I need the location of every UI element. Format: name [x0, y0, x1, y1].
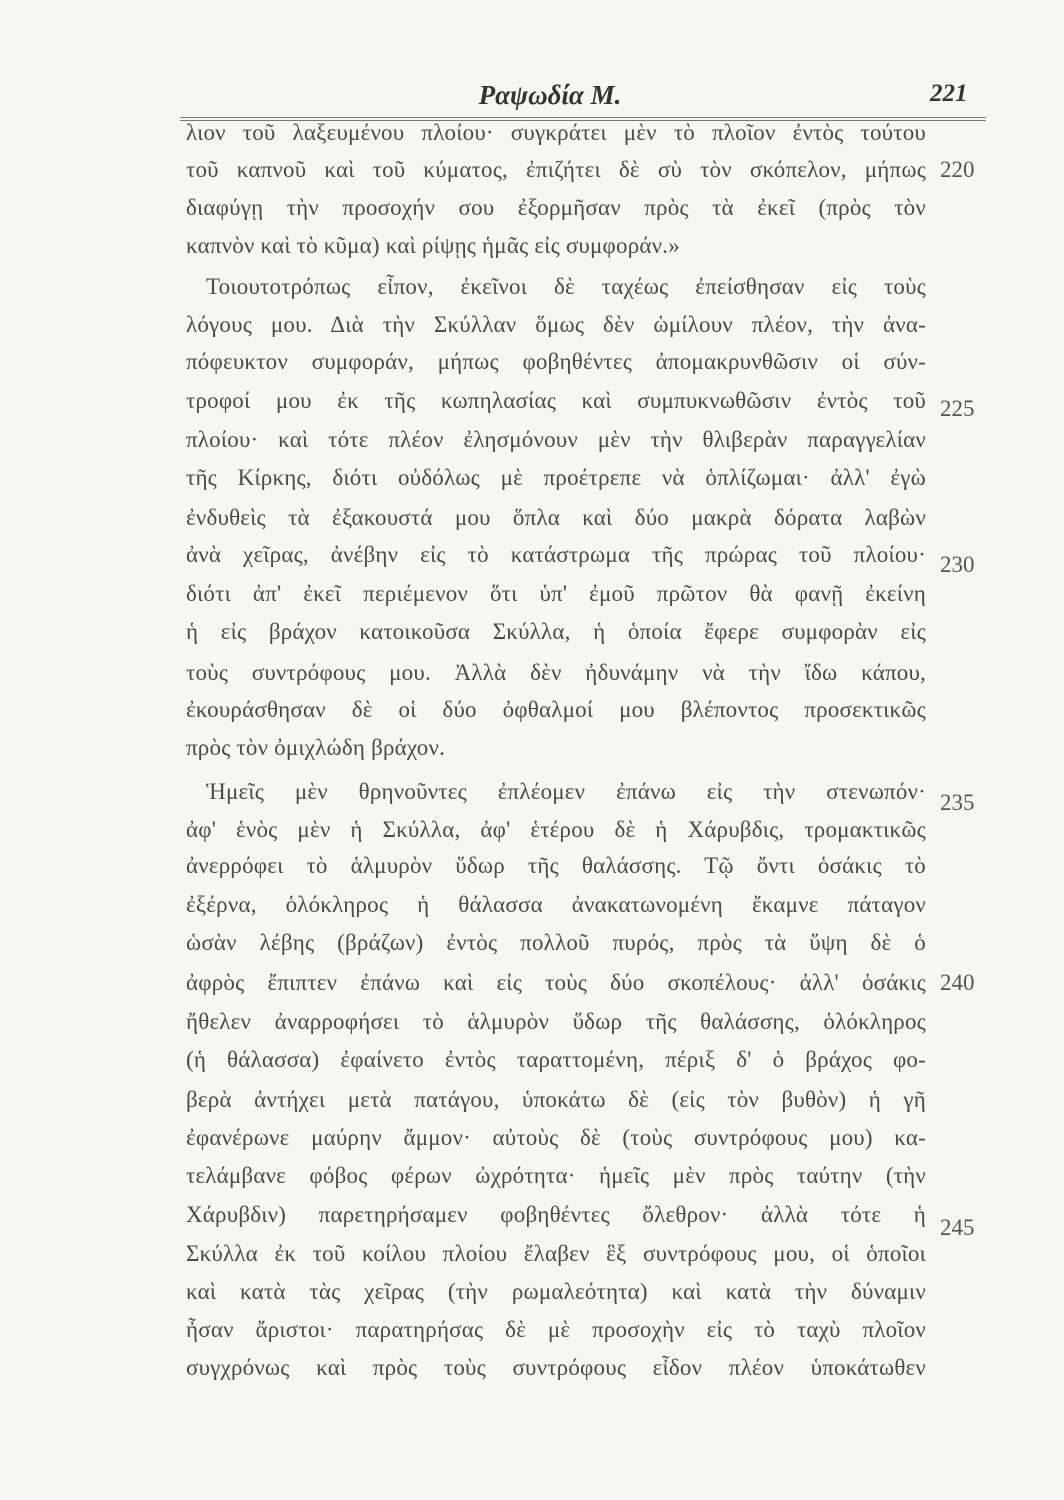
text-line: συγχρόνως καὶ πρὸς τοὺς συντρόφους εἶδον πλέον ὑποκάτωθεν	[186, 1355, 926, 1380]
text-line: Χάρυβδιν) παρετηρήσαμεν φοβηθέντες ὄλεθρον· ἀλλὰ τότε ἡ	[186, 1202, 926, 1227]
text-line: τοὺς συντρόφους μου. Ἀλλὰ δὲν ἠδυνάμην νὰ τὴν ἴδω κάπου,	[186, 660, 926, 685]
line-number: 230	[940, 552, 975, 577]
text-line: πρὸς τὸν ὀμιχλώδη βράχον.	[186, 735, 446, 760]
text-line: ὡσὰν λέβης (βράζων) ἐντὸς πολλοῦ πυρός, πρὸς τὰ ὕψη δὲ ὁ	[186, 930, 926, 955]
text-line: Ἡμεῖς μὲν θρηνοῦντες ἐπλέομεν ἐπάνω εἰς τὴν στενωπόν·	[206, 779, 926, 804]
page-number: 221	[930, 80, 968, 107]
header-rule	[180, 117, 986, 118]
text-line: Σκύλλα ἐκ τοῦ κοίλου πλοίου ἔλαβεν ἓξ συντρόφους μου, οἱ ὁποῖοι	[186, 1241, 926, 1266]
running-header-title: Ραψωδία Μ.	[478, 80, 622, 110]
text-line: ἡ εἰς βράχον κατοικοῦσα Σκύλλα, ἡ ὁποία ἔφερε συμφορὰν εἰς	[186, 619, 926, 644]
text-line: ἐξέρνα, ὁλόκληρος ἡ θάλασσα ἀνακατωνομένη ἔκαμνε πάταγον	[186, 892, 926, 917]
text-line: ἀφρὸς ἔπιπτεν ἐπάνω καὶ εἰς τοὺς δύο σκοπέλους· ἀλλ' ὁσάκις	[186, 970, 926, 995]
text-line: καὶ κατὰ τὰς χεῖρας (τὴν ρωμαλεότητα) καὶ κατὰ τὴν δύναμιν	[186, 1279, 926, 1304]
text-line: ἐφανέρωνε μαύρην ἄμμον· αὐτοὺς δὲ (τοὺς συντρόφους μου) κα-	[186, 1125, 926, 1150]
text-line: λόγους μου. Διὰ τὴν Σκύλλαν ὅμως δὲν ὡμίλουν πλέον, τὴν ἀνα-	[186, 312, 926, 337]
line-number: 235	[940, 790, 975, 815]
text-line: τοῦ καπνοῦ καὶ τοῦ κύματος, ἐπιζήτει δὲ σὺ τὸν σκόπελον, μήπως	[186, 157, 926, 182]
text-line: πλοίου· καὶ τότε πλέον ἐλησμόνουν μὲν τὴν θλιβερὰν παραγγελίαν	[186, 427, 926, 452]
text-line: ἀνὰ χεῖρας, ἀνέβην εἰς τὸ κατάστρωμα τῆς πρώρας τοῦ πλοίου·	[186, 542, 926, 567]
text-line: τροφοί μου ἐκ τῆς κωπηλασίας καὶ συμπυκνωθῶσιν ἐντὸς τοῦ	[186, 388, 926, 413]
text-line: διαφύγῃ τὴν προσοχήν σου ἐξορμῆσαν πρὸς τὰ ἐκεῖ (πρὸς τὸν	[186, 195, 926, 220]
text-line: Τοιουτοτρόπως εἶπον, ἐκεῖνοι δὲ ταχέως ἐπείσθησαν εἰς τοὺς	[206, 274, 926, 299]
text-line: ἀφ' ἑνὸς μὲν ἡ Σκύλλα, ἀφ' ἑτέρου δὲ ἡ Χάρυβδις, τρομακτικῶς	[186, 817, 926, 842]
text-line: ἐκουράσθησαν δὲ οἱ δύο ὀφθαλμοί μου βλέποντος προσεκτικῶς	[186, 697, 926, 722]
line-number: 225	[940, 396, 975, 421]
line-number: 240	[940, 970, 975, 995]
text-line: ἦσαν ἄριστοι· παρατηρήσας δὲ μὲ προσοχὴν εἰς τὸ ταχὺ πλοῖον	[186, 1317, 926, 1342]
text-line: βερὰ ἀντήχει μετὰ πατάγου, ὑποκάτω δὲ (εἰς τὸν βυθὸν) ἡ γῆ	[186, 1087, 926, 1112]
text-line: πόφευκτον συμφοράν, μήπως φοβηθέντες ἀπομακρυνθῶσιν οἱ σύν-	[186, 349, 926, 374]
text-line: τελάμβανε φόβος φέρων ὠχρότητα· ἡμεῖς μὲν πρὸς ταύτην (τὴν	[186, 1163, 926, 1188]
text-line: ἀνερρόφει τὸ ἁλμυρὸν ὕδωρ τῆς θαλάσσης. Τῷ ὄντι ὁσάκις τὸ	[186, 853, 926, 878]
text-line: (ἡ θάλασσα) ἐφαίνετο ἐντὸς ταραττομένη, πέριξ δ' ὁ βράχος φο-	[186, 1047, 926, 1072]
text-line: διότι ἀπ' ἐκεῖ περιέμενον ὅτι ὑπ' ἐμοῦ πρῶτον θὰ φανῇ ἐκείνη	[186, 581, 926, 606]
text-line: ἐνδυθεὶς τὰ ἐξακουστά μου ὅπλα καὶ δύο μακρὰ δόρατα λαβὼν	[186, 505, 926, 530]
text-line: ἤθελεν ἀναρροφήσει τὸ ἁλμυρὸν ὕδωρ τῆς θαλάσσης, ὁλόκληρος	[186, 1009, 926, 1034]
text-line: καπνὸν καὶ τὸ κῦμα) καὶ ρίψῃς ἡμᾶς εἰς συμφοράν.»	[186, 233, 680, 258]
text-line: τῆς Κίρκης, διότι οὐδόλως μὲ προέτρεπε νὰ ὁπλίζωμαι· ἀλλ' ἐγὼ	[186, 465, 926, 490]
line-number: 220	[940, 157, 975, 182]
line-number: 245	[940, 1215, 975, 1240]
text-line: λιον τοῦ λαξευμένου πλοίου· συγκράτει μὲν τὸ πλοῖον ἐντὸς τούτου	[186, 120, 926, 145]
